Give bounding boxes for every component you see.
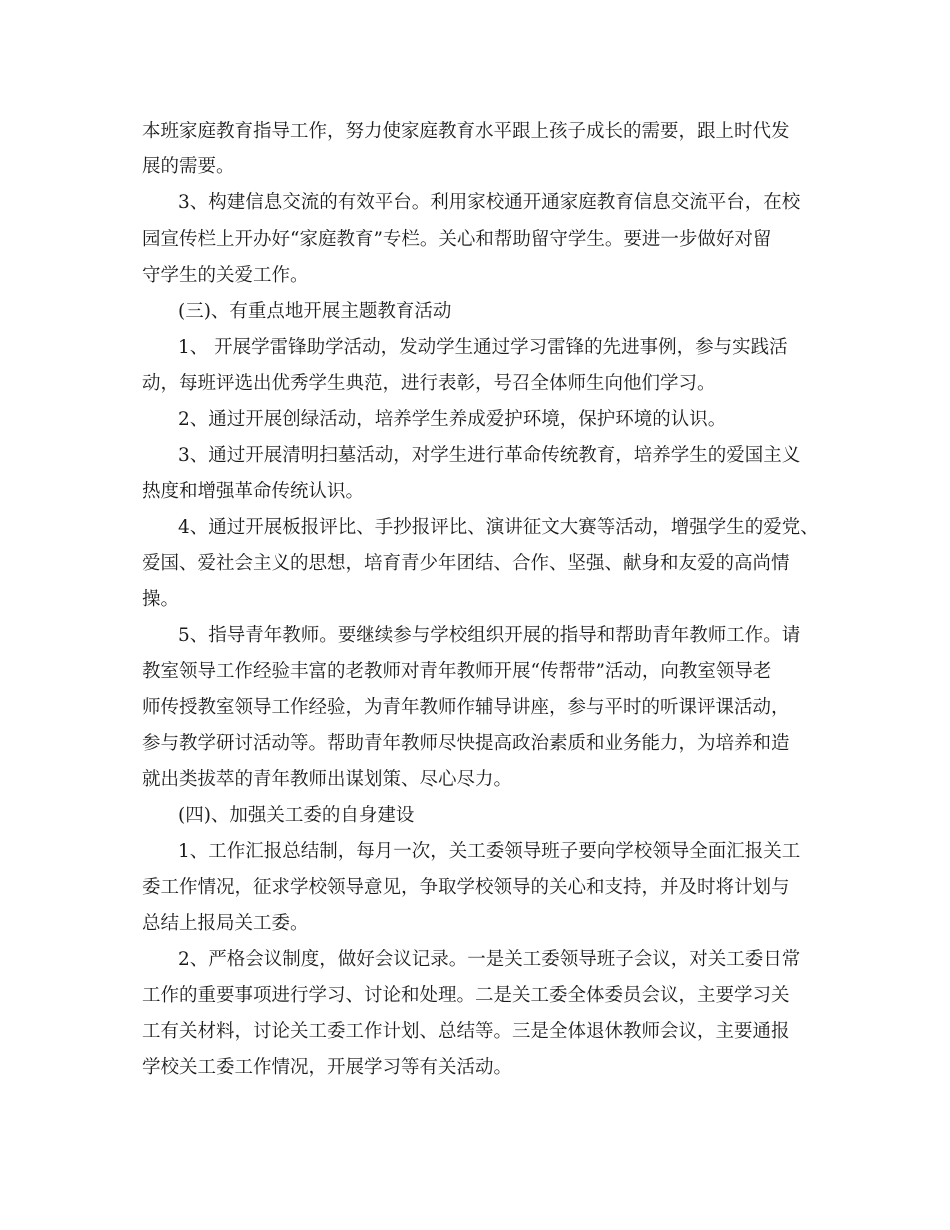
text-line: 5、指导青年教师。要继续参与学校组织开展的指导和帮助青年教师工作。请 — [178, 625, 801, 646]
text-line: 1、 开展学雷锋助学活动，发动学生通过学习雷锋的先进事例，参与实践活 — [178, 337, 788, 358]
section-heading: (四)、加强关工委的自身建设 — [178, 805, 415, 826]
text-line: 工有关材料，讨论关工委工作计划、总结等。三是全体退休教师会议，主要通报 — [142, 1021, 790, 1042]
text-line: 展的需要。 — [142, 156, 235, 177]
text-line: 热度和增强革命传统认识。 — [142, 481, 365, 502]
text-line: 4、通过开展板报评比、手抄报评比、演讲征文大赛等活动，增强学生的爱党、 — [178, 517, 819, 538]
text-line: 教室领导工作经验丰富的老教师对青年教师开展“传帮带”活动，向教室领导老 — [142, 661, 772, 682]
text-line: 2、严格会议制度，做好会议记录。一是关工委领导班子会议，对关工委日常 — [178, 949, 801, 970]
text-line: 就出类拔萃的青年教师出谋划策、尽心尽力。 — [142, 769, 513, 790]
text-line: 守学生的关爱工作。 — [142, 265, 309, 286]
text-line: 爱国、爱社会主义的思想，培育青少年团结、合作、坚强、献身和友爱的高尚情 — [142, 553, 790, 574]
text-line: 参与教学研讨活动等。帮助青年教师尽快提高政治素质和业务能力，为培养和造 — [142, 733, 790, 754]
text-line: 2、通过开展创绿活动，培养学生养成爱护环境，保护环境的认识。 — [178, 409, 727, 430]
text-line: 动，每班评选出优秀学生典范，进行表彰，号召全体师生向他们学习。 — [142, 373, 716, 394]
text-line: 总结上报局关工委。 — [142, 913, 309, 934]
text-line: 3、构建信息交流的有效平台。利用家校通开通家庭教育信息交流平台，在校 — [178, 192, 801, 213]
text-line: 园宣传栏上开办好“家庭教育”专栏。关心和帮助留守学生。要进一步做好对留 — [142, 229, 772, 250]
text-line: 1、工作汇报总结制，每月一次，关工委领导班子要向学校领导全面汇报关工 — [178, 841, 801, 862]
text-line: 3、通过开展清明扫墓活动，对学生进行革命传统教育，培养学生的爱国主义 — [178, 445, 801, 466]
section-heading: (三)、有重点地开展主题教育活动 — [178, 301, 452, 322]
text-line: 师传授教室领导工作经验，为青年教师作辅导讲座，参与平时的听课评课活动， — [142, 697, 790, 718]
text-line: 工作的重要事项进行学习、讨论和处理。二是关工委全体委员会议，主要学习关 — [142, 985, 790, 1006]
text-line: 委工作情况，征求学校领导意见，争取学校领导的关心和支持，并及时将计划与 — [142, 877, 790, 898]
text-line: 本班家庭教育指导工作，努力使家庭教育水平跟上孩子成长的需要，跟上时代发 — [142, 121, 790, 142]
text-line: 学校关工委工作情况，开展学习等有关活动。 — [142, 1057, 513, 1078]
text-line: 操。 — [142, 589, 180, 610]
